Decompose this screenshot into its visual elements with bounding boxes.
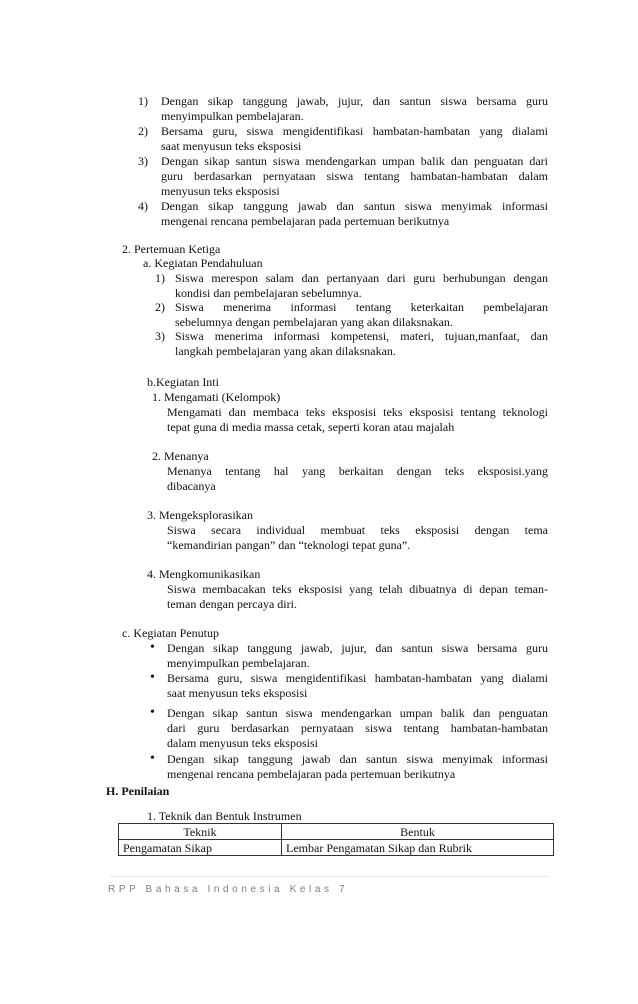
list-item-text: sebelumnya dengan pembelajaran yang akan dilaksnakan. xyxy=(175,315,453,329)
subheading-kegiatan-pendahuluan: a. Kegiatan Pendahuluan xyxy=(143,256,263,270)
table-header-cell: Teknik xyxy=(119,824,282,840)
list-item-text: Bersama guru, siswa mengidentifikasi hambatan-hambatan yang dialami xyxy=(167,671,548,685)
step-text: “kemandirian pangan” dan “teknologi tepat guna”. xyxy=(167,538,411,552)
list-item-text: Bersama guru, siswa mengidentifikasi hambatan-hambatan yang dialami xyxy=(161,124,548,138)
page-footer: RPP Bahasa Indonesia Kelas 7 xyxy=(108,884,349,895)
step-title: 2. Menanya xyxy=(152,449,209,463)
list-item-text: menyusun teks eksposisi xyxy=(161,184,280,198)
list-item-text: saat menyusun teks eksposisi xyxy=(161,139,302,153)
list-number: 1) xyxy=(138,94,148,108)
footer-divider xyxy=(110,876,548,877)
list-item-text: mengenai rencana pembelajaran pada pertemuan berikutnya xyxy=(161,214,450,228)
step-text: Mengamati dan membaca teks eksposisi teks eksposisi tentang teknologi xyxy=(167,405,548,419)
bullet-icon: • xyxy=(150,640,155,655)
list-item-text: dari guru berdasarkan pernyataan siswa tentang hambatan-hambatan xyxy=(167,721,548,735)
list-item-text: Dengan sikap tanggung jawab, jujur, dan santun siswa bersama guru xyxy=(167,641,548,655)
list-item-text: kondisi dan pembelajaran sebelumnya. xyxy=(175,286,362,300)
bullet-icon: • xyxy=(150,705,155,720)
list-item-text: Dengan sikap santun siswa mendengarkan umpan balik dan penguatan xyxy=(167,706,548,720)
step-title: 3. Mengeksplorasikan xyxy=(147,508,253,522)
list-item-text: langkah pembelajaran yang akan dilaksnakan. xyxy=(175,344,396,358)
list-number: 3) xyxy=(138,154,148,168)
list-item-text: menyimpulkan pembelajaran. xyxy=(161,109,304,123)
step-text: tepat guna di media massa cetak, seperti koran atau majalah xyxy=(167,420,455,434)
list-number: 4) xyxy=(138,199,148,213)
list-item-text: Siswa menerima informasi kompetensi, materi, tujuan,manfaat, dan xyxy=(175,329,548,343)
bullet-icon: • xyxy=(150,751,155,766)
step-title: 1. Mengamati (Kelompok) xyxy=(152,390,281,404)
list-item-text: saat menyusun teks eksposisi xyxy=(167,686,308,700)
step-text: Siswa membacakan teks eksposisi yang telah dibuatnya di depan teman- xyxy=(167,582,548,596)
bullet-icon: • xyxy=(150,670,155,685)
list-item-text: guru berdasarkan pernyataan siswa tentang hambatan-hambatan dalam xyxy=(161,169,548,183)
list-item-text: Dengan sikap tanggung jawab, jujur, dan santun siswa bersama guru xyxy=(161,94,548,108)
list-item-text: Siswa merespon salam dan pertanyaan dari guru berhubungan dengan xyxy=(175,271,548,285)
subheading-kegiatan-penutup: c. Kegiatan Penutup xyxy=(122,626,219,640)
step-text: dibacanya xyxy=(167,479,216,493)
table-header-row xyxy=(119,824,554,840)
list-item-text: Dengan sikap tanggung jawab dan santun siswa menyimak informasi xyxy=(161,199,548,213)
table-cell: Pengamatan Sikap xyxy=(119,840,282,856)
step-text: Siswa secara individual membuat teks eksposisi dengan tema xyxy=(167,523,548,537)
table-row xyxy=(119,840,554,856)
section-heading-pertemuan-ketiga: 2. Pertemuan Ketiga xyxy=(122,242,221,256)
table-header-cell: Bentuk xyxy=(282,824,554,840)
instrument-table xyxy=(118,823,554,856)
list-number: 1) xyxy=(155,271,165,285)
list-item-text: menyimpulkan pembelajaran. xyxy=(167,656,310,670)
list-item-text: Siswa menerima informasi tentang keterkaitan pembelajaran xyxy=(175,300,548,314)
step-text: teman dengan percaya diri. xyxy=(167,597,297,611)
step-title: 4. Mengkomunikasikan xyxy=(147,567,261,581)
list-number: 2) xyxy=(138,124,148,138)
list-item-text: dalam menyusun teks eksposisi xyxy=(167,736,318,750)
table-cell: Lembar Pengamatan Sikap dan Rubrik xyxy=(282,840,554,856)
section-heading-penilaian: H. Penilaian xyxy=(106,784,170,798)
list-item-text: mengenai rencana pembelajaran pada pertemuan berikutnya xyxy=(167,767,456,781)
list-item-text: Dengan sikap tanggung jawab dan santun siswa menyimak informasi xyxy=(167,752,548,766)
subheading-teknik-bentuk: 1. Teknik dan Bentuk Instrumen xyxy=(147,809,302,823)
list-number: 2) xyxy=(155,300,165,314)
subheading-kegiatan-inti: b.Kegiatan Inti xyxy=(147,375,219,389)
step-text: Menanya tentang hal yang berkaitan dengan teks eksposisi.yang xyxy=(167,464,548,478)
list-item-text: Dengan sikap santun siswa mendengarkan umpan balik dan penguatan dari xyxy=(161,154,548,168)
list-number: 3) xyxy=(155,329,165,343)
